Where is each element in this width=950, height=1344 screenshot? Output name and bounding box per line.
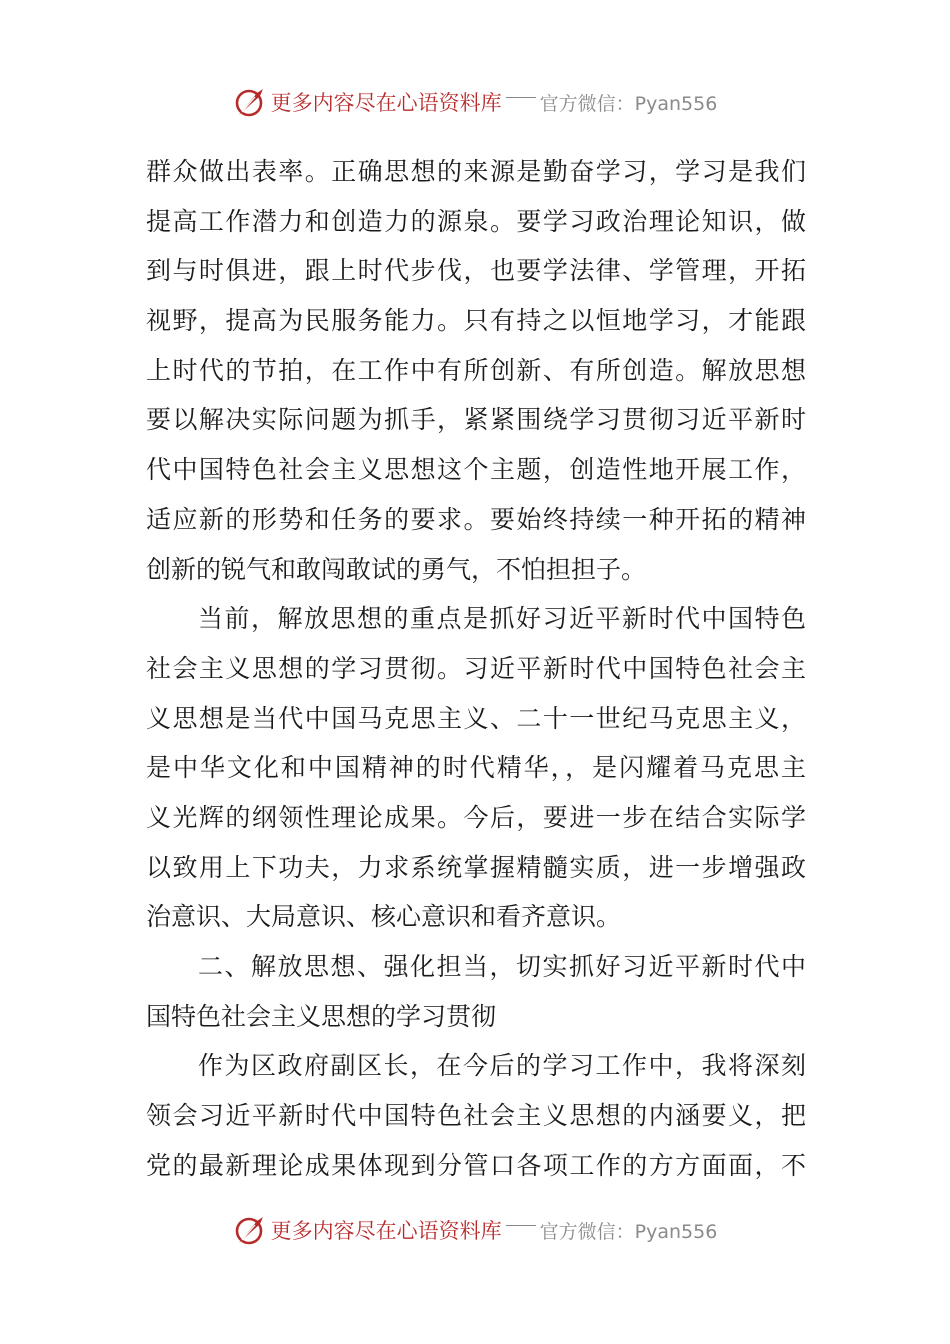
text-line: 上时代的节拍，在工作中有所创新、有所创造。解放思想 (146, 355, 806, 385)
header-watermark-banner (0, 82, 950, 122)
text-line: 以致用上下功夫，力求系统掌握精髓实质，进一步增强政 (146, 852, 806, 882)
text-line: 作为区政府副区长，在今后的学习工作中，我将深刻 (198, 1051, 806, 1081)
text-line: 代中国特色社会主义思想这个主题，创造性地开展工作， (146, 455, 806, 485)
text-line: 义光辉的纲领性理论成果。今后，要进一步在结合实际学 (146, 802, 806, 832)
paragraph-2 (146, 594, 806, 942)
footer-watermark-banner (0, 1210, 950, 1250)
section-heading (146, 942, 806, 1041)
text-line: 群众做出表率。正确思想的来源是勤奋学习，学习是我们 (146, 157, 806, 186)
quill-logo-icon (233, 85, 267, 119)
text-line: 党的最新理论成果体现到分管口各项工作的方方面面，不 (146, 1150, 806, 1180)
text-line: 要以解决实际问题为抓手，紧紧围绕学习贯彻习近平新时 (146, 405, 806, 435)
footer-banner-suffix: 官方微信：Pyan556 (539, 1220, 718, 1243)
header-banner-title: 更多内容尽在心语资料库 (270, 91, 502, 115)
text-line: 治意识、大局意识、核心意识和看齐意识。 (146, 902, 622, 932)
text-line: 义思想是当代中国马克思主义、二十一世纪马克思主义， (146, 703, 806, 733)
text-line: 是中华文化和中国精神的时代精华，，是闪耀着马克思主 (146, 753, 806, 783)
text-line: 到与时俱进，跟上时代步伐，也要学法律、学管理，开拓 (146, 256, 806, 286)
footer-banner-title: 更多内容尽在心语资料库 (270, 1219, 502, 1243)
text-line: 适应新的形势和任务的要求。要始终持续一种开拓的精神 (146, 504, 806, 534)
text-line: 提高工作潜力和创造力的源泉。要学习政治理论知识，做 (146, 206, 806, 236)
document-body (146, 147, 806, 1190)
paragraph-3 (146, 1041, 806, 1190)
text-line: 社会主义思想的学习贯彻。习近平新时代中国特色社会主 (146, 653, 806, 683)
text-line: 视野，提高为民服务能力。只有持之以恒地学习，才能跟 (146, 306, 806, 336)
text-line: 当前，解放思想的重点是抓好习近平新时代中国特色 (198, 604, 806, 634)
quill-logo-icon (233, 1213, 267, 1247)
footer-banner-dash (506, 1225, 536, 1226)
header-banner-suffix: 官方微信：Pyan556 (539, 92, 718, 115)
text-line: 国特色社会主义思想的学习贯彻 (146, 1001, 497, 1031)
header-banner-dash (506, 97, 536, 98)
paragraph-1 (146, 147, 806, 594)
text-line: 创新的锐气和敢闯敢试的勇气，不怕担担子。 (146, 554, 647, 584)
text-line: 领会习近平新时代中国特色社会主义思想的内涵要义，把 (146, 1101, 806, 1131)
text-line: 二、解放思想、强化担当，切实抓好习近平新时代中 (198, 952, 806, 981)
